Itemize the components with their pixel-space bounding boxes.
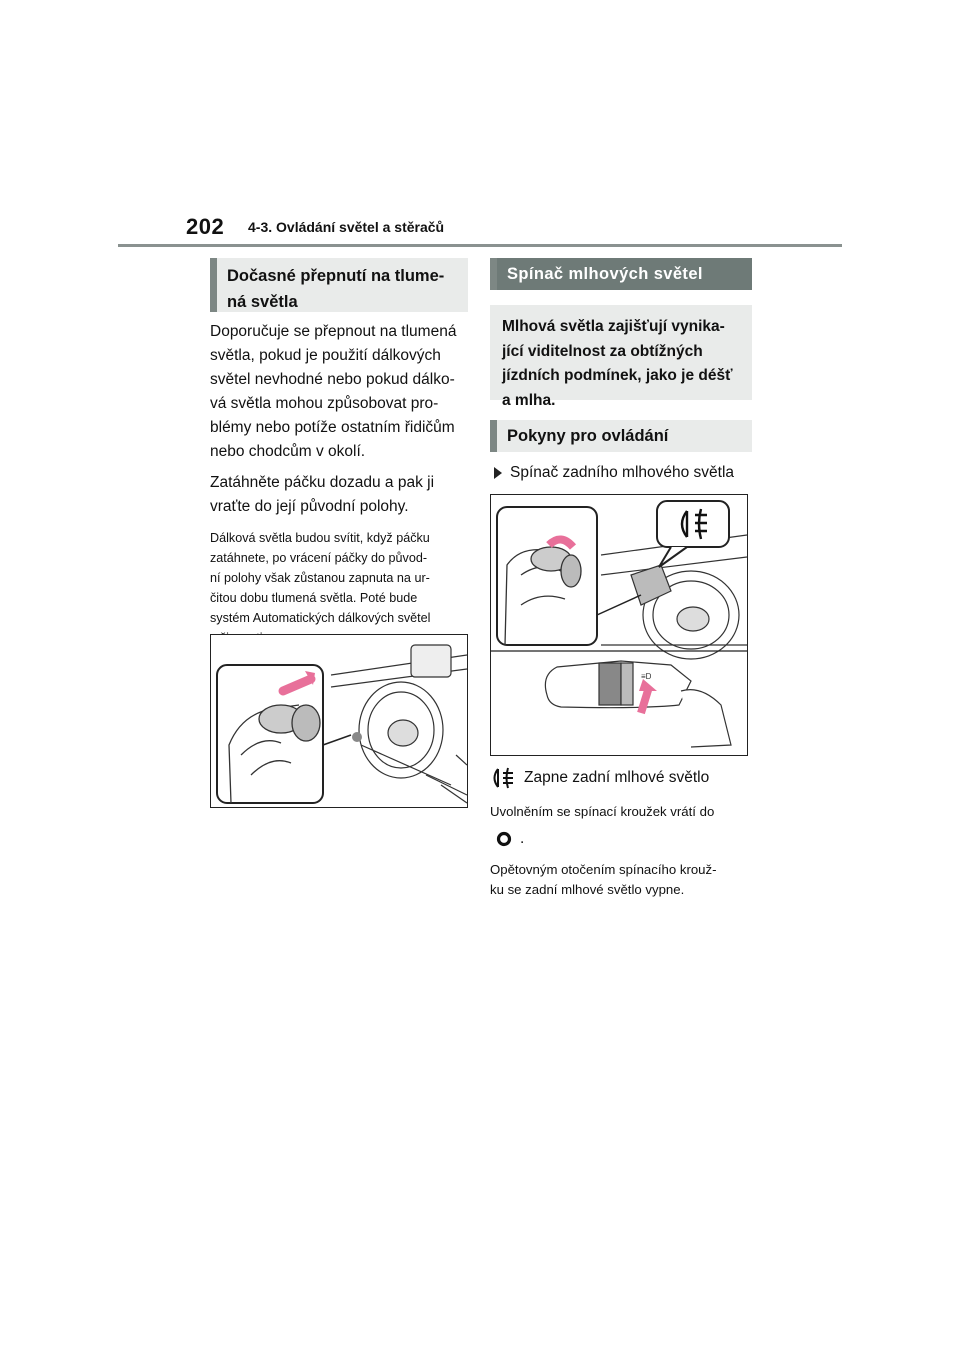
- section-heading-temporary-low-beam: [210, 258, 468, 312]
- release-text: Uvolněním se spínací kroužek vrátí do: [490, 804, 715, 819]
- figure-pull-lever-illustration: [210, 634, 468, 808]
- text-line: Mlhová světla zajišťují vynika-: [502, 318, 725, 335]
- bullet-rear-fog-switch: [490, 464, 752, 482]
- legend-rear-fog-on: [490, 766, 752, 790]
- section-heading-line: Dočasné přepnutí na tlume-: [227, 267, 445, 285]
- right-column: [490, 258, 752, 900]
- text-line: čitou dobu tlumená světla. Poté bude: [210, 591, 418, 605]
- sub-heading-operating-instructions: Pokyny pro ovládání: [490, 420, 752, 452]
- figure-rear-fog-switch-illustration: [490, 494, 748, 756]
- paragraph-pull-lever: [210, 471, 468, 519]
- text-line: systém Automatických dálkových světel: [210, 611, 431, 625]
- text-line: vá světla mohou způsobovat pro-: [210, 395, 439, 412]
- header-rule: [118, 244, 842, 247]
- bullet-text: Spínač zadního mlhového světla: [510, 464, 735, 481]
- text-line: Dálková světla budou svítit, když páčku: [210, 531, 430, 545]
- text-line: Doporučuje se přepnout na tlumená: [210, 323, 457, 340]
- lever-pull-drawing: [211, 635, 467, 807]
- intro-box-fog-lights: [490, 305, 752, 409]
- text-line: ní polohy však zůstanou zapnuta na ur-: [210, 571, 430, 585]
- text-line: blémy nebo potíže ostatním řidičům: [210, 419, 455, 436]
- text-line: nebo chodcům v okolí.: [210, 443, 366, 460]
- text-line: a mlha.: [502, 391, 556, 409]
- off-position-icon: [496, 831, 512, 847]
- text-line: ku se zadní mlhové světlo vypne.: [490, 882, 685, 897]
- off-position-row: [490, 830, 752, 848]
- section-heading-fog-light-switch: Spínač mlhových světel: [490, 258, 752, 290]
- text-line: Zatáhněte páčku dozadu a pak ji: [210, 474, 435, 491]
- text-line: jízdních podmínek, jako je déšť: [502, 367, 733, 384]
- breadcrumb: 4-3. Ovládání světel a stěračů: [248, 219, 445, 235]
- text-line: zatáhnete, po vrácení páčky do původ-: [210, 551, 428, 565]
- note-automatic-high-beam: [210, 528, 468, 648]
- text-line: vraťte do její původní polohy.: [210, 498, 409, 515]
- bullet-triangle-icon: [494, 467, 502, 479]
- text-line: jící viditelnost za obtížných: [502, 342, 703, 360]
- text-line: světla, pokud je použití dálkových: [210, 347, 441, 364]
- rear-fog-light-icon: [490, 766, 516, 790]
- page-number: 202: [186, 214, 225, 239]
- left-column: [210, 258, 468, 648]
- fog-switch-drawing: [491, 495, 747, 755]
- svg-text:≡D: ≡D: [641, 672, 652, 681]
- legend-caption: Zapne zadní mlhové světlo: [524, 769, 710, 786]
- text-line: Opětovným otočením spínacího krouž-: [490, 862, 717, 877]
- section-heading-line: ná světla: [227, 293, 298, 311]
- text-line: světel nevhodné nebo pokud dálko-: [210, 371, 455, 388]
- paragraph-low-beam-advice: [210, 320, 468, 464]
- period: .: [520, 830, 525, 847]
